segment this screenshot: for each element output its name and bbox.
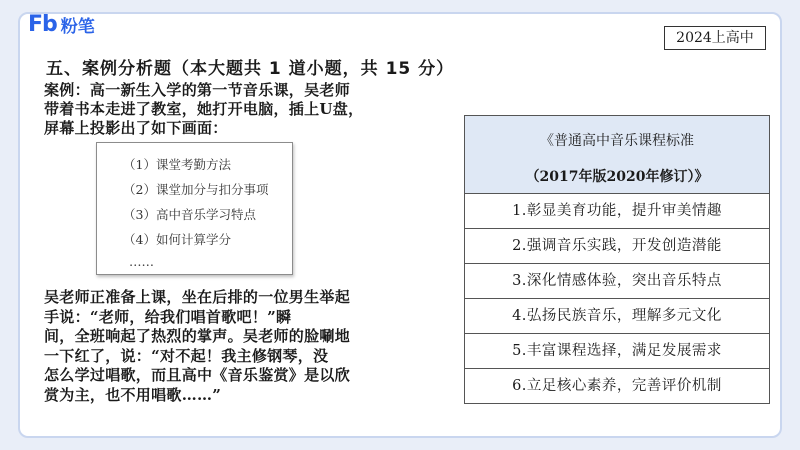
- case-intro-line: 屏幕上投影出了如下画面：: [44, 119, 228, 137]
- standard-row: 3.深化情感体验，突出音乐特点: [465, 264, 769, 299]
- screen-item: （4）如何计算学分: [123, 232, 231, 247]
- case-line: 一下红了，说：“对不起！我主修钢琴，没: [44, 346, 329, 365]
- curriculum-standard-table: [464, 115, 770, 404]
- section-heading: 五、案例分析题（本大题共 1 道小题，共 15 分）: [46, 59, 455, 79]
- screen-item: （2）课堂加分与扣分事项: [123, 182, 269, 197]
- standard-title-line2: （2017年版2020年修订）》: [525, 169, 709, 185]
- case-line: 怎么学过唱歌，而且高中《音乐鉴赏》是以欣: [44, 366, 351, 384]
- projected-screen: [96, 142, 293, 275]
- standard-title-line1: 《普通高中音乐课程标准: [540, 133, 694, 149]
- logo-text: 粉笔: [60, 17, 95, 37]
- screen-item: ……: [129, 254, 154, 269]
- standard-row: 4.弘扬民族音乐，理解多元文化: [465, 299, 769, 334]
- case-line: 手说：“老师，给我们唱首歌吧！”瞬: [44, 307, 292, 326]
- standard-header: [465, 116, 769, 194]
- standard-row: 2.强调音乐实践，开发创造潜能: [465, 229, 769, 264]
- standard-row: 1.彰显美育功能，提升审美情趣: [465, 194, 769, 229]
- case-line: 间，全班响起了热烈的掌声。吴老师的脸唰地: [44, 327, 351, 345]
- exam-tag: 2024上高中: [664, 26, 766, 50]
- standard-row: 6.立足核心素养，完善评价机制: [512, 378, 722, 394]
- case-line: 吴老师正准备上课，坐在后排的一位男生举起: [44, 288, 351, 306]
- case-intro-line: 案例：高一新生入学的第一节音乐课，吴老师: [44, 81, 351, 99]
- logo: [28, 12, 95, 37]
- screen-item: （3）高中音乐学习特点: [123, 207, 256, 222]
- logo-mark: Fb: [28, 12, 57, 37]
- standard-row: 5.丰富课程选择，满足发展需求: [465, 334, 769, 369]
- screen-item: （1）课堂考勤方法: [123, 157, 231, 172]
- case-line: 赏为主，也不用唱歌……”: [44, 385, 222, 404]
- case-continue: [44, 288, 424, 405]
- case-intro: [44, 81, 424, 138]
- case-intro-line: 带着书本走进了教室，她打开电脑，插上U盘，: [44, 100, 364, 118]
